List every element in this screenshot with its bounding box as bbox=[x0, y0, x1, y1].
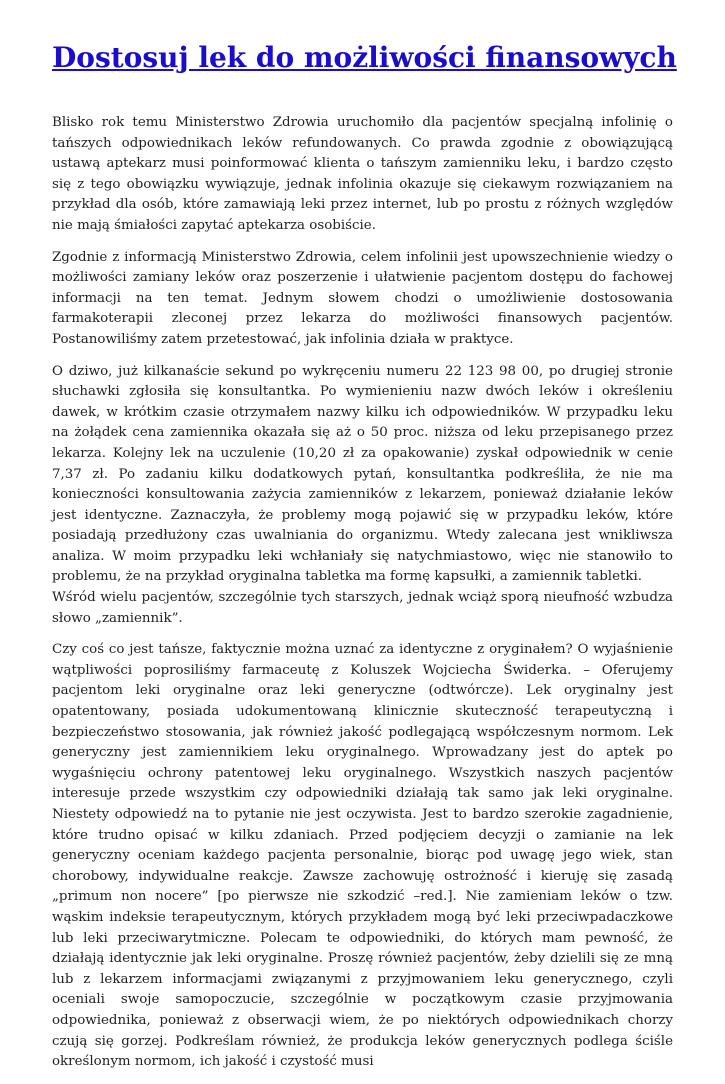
paragraph-2: Zgodnie z informacją Ministerstwo Zdrowia, celem infolinii jest upowszechnienie wiedzy o możliwości zamiany leków oraz poszerzenie i ułatwienie pacjentom dostępu do fachowej informacji na ten temat. Jednym słowem chodzi o umożliwienie dostosowania farmakoterapii zleconej przez lekarza do możliwości finansowych pacjentów. Postanowiliśmy zatem przetestować, jak infolinia działa w praktyce. bbox=[52, 249, 673, 347]
article-title bbox=[52, 40, 677, 75]
article-title-link[interactable]: Dostosuj lek do możliwości finansowych bbox=[52, 41, 677, 74]
paragraph-3: O dziwo, już kilkanaście sekund po wykręceniu numeru 22 123 98 00, po drugiej stronie słuchawki zgłosiła się konsultantka. Po wymienieniu nazw dwóch leków i określeniu dawek, w krótkim czasie otrzymałem nazwy kilku ich odpowiedników. W przypadku leku na żołądek cena zamiennika okazała się aż o 50 proc. niższa od leku przepisanego przez lekarza. Kolejny lek na uczulenie (10,20 zł za opakowanie) zyskał odpowiednik w cenie 7,37 zł. Po zadaniu kilku dodatkowych pytań, konsultantka podkreśliła, że nie ma konieczności konsultowania zażycia zamienników z lekarzem, ponieważ działanie leków jest identyczne. Zaznaczyła, że problemy mogą pojawić się w przypadku leków, które posiadają przedłużony czas uwalniania do organizmu. Wtedy zalecana jest wnikliwsza analiza. W moim przypadku leki wchłaniały się natychmiastowo, więc nie stanowiło to problemu, że na przykład oryginalna tabletka ma formę kapsułki, a zamiennik tabletki. bbox=[52, 363, 673, 585]
paragraph-1: Blisko rok temu Ministerstwo Zdrowia uruchomiło dla pacjentów specjalną infolinię o tańszych odpowiednikach leków refundowanych. Co prawda zgodnie z obowiązującą ustawą aptekarz musi poinformować klienta o tańszym zamienniku leku, i bardzo często się z tego obowiązku wywiązuje, jednak infolinia okazuje się ciekawym rozwiązaniem na przykład dla osób, które zamawiają leki przez internet, lub po prostu z różnych względów nie mają śmiałości zapytać aptekarza osobiście. bbox=[52, 115, 673, 233]
paragraph-4: Wśród wielu pacjentów, szczególnie tych starszych, jednak wciąż sporą nieufność wzbudza słowo „zamiennik”. bbox=[52, 590, 673, 626]
paragraph-5: Czy coś co jest tańsze, faktycznie można uznać za identyczne z oryginałem? O wyjaśnienie wątpliwości poprosiliśmy farmaceutę z Koluszek Wojciecha Świderka. – Oferujemy pacjentom leki oryginalne oraz leki generyczne (odtwórcze). Lek oryginalny jest opatentowany, posiada udokumentowaną klinicznie skuteczność terapeutyczną i bezpieczeństwo stosowania, jak również jakość podlegającą współczesnym normom. Lek generyczny jest zamiennikiem leku oryginalnego. Wprowadzany jest do aptek po wygaśnięciu ochrony patentowej leku oryginalnego. Wszystkich naszych pacjentów interesuje przede wszystkim czy odpowiedniki działają tak samo jak leki oryginalne. Niestety odpowiedź na to pytanie nie jest oczywista. Jest to bardzo szerokie zagadnienie, które trudno opisać w kilku zdaniach. Przed podjęciem decyzji o zamianie na lek generyczny oceniam każdego pacjenta personalnie, biorąc pod uwagę jego wiek, stan chorobowy, indywidualne reakcje. Zawsze zachowuję ostrożność i kieruję się zasadą „primum non nocere” [po pierwsze nie szkodzić –red.]. Nie zamieniam leków o tzw. wąskim indeksie terapeutycznym, których przykładem mogą być leki przeciwpadaczkowe lub leki przeciwarytmiczne. Polecam te odpowiedniki, do których mam pewność, że działają identycznie jak leki oryginalne. Proszę również pacjentów, żeby dzielili się ze mną lub z lekarzem informacjami związanymi z przyjmowaniem leku generycznego, czyli oceniali swoje samopoczucie, szczególnie w początkowym czasie przyjmowania odpowiednika, ponieważ z obserwacji wiem, że po niektórych odpowiednikach chorzy czują się gorzej. Podkreślam również, że produkcja leków generycznych podlega ściśle określonym normom, ich jakość i czystość musi bbox=[52, 642, 673, 1070]
article bbox=[52, 40, 677, 1084]
